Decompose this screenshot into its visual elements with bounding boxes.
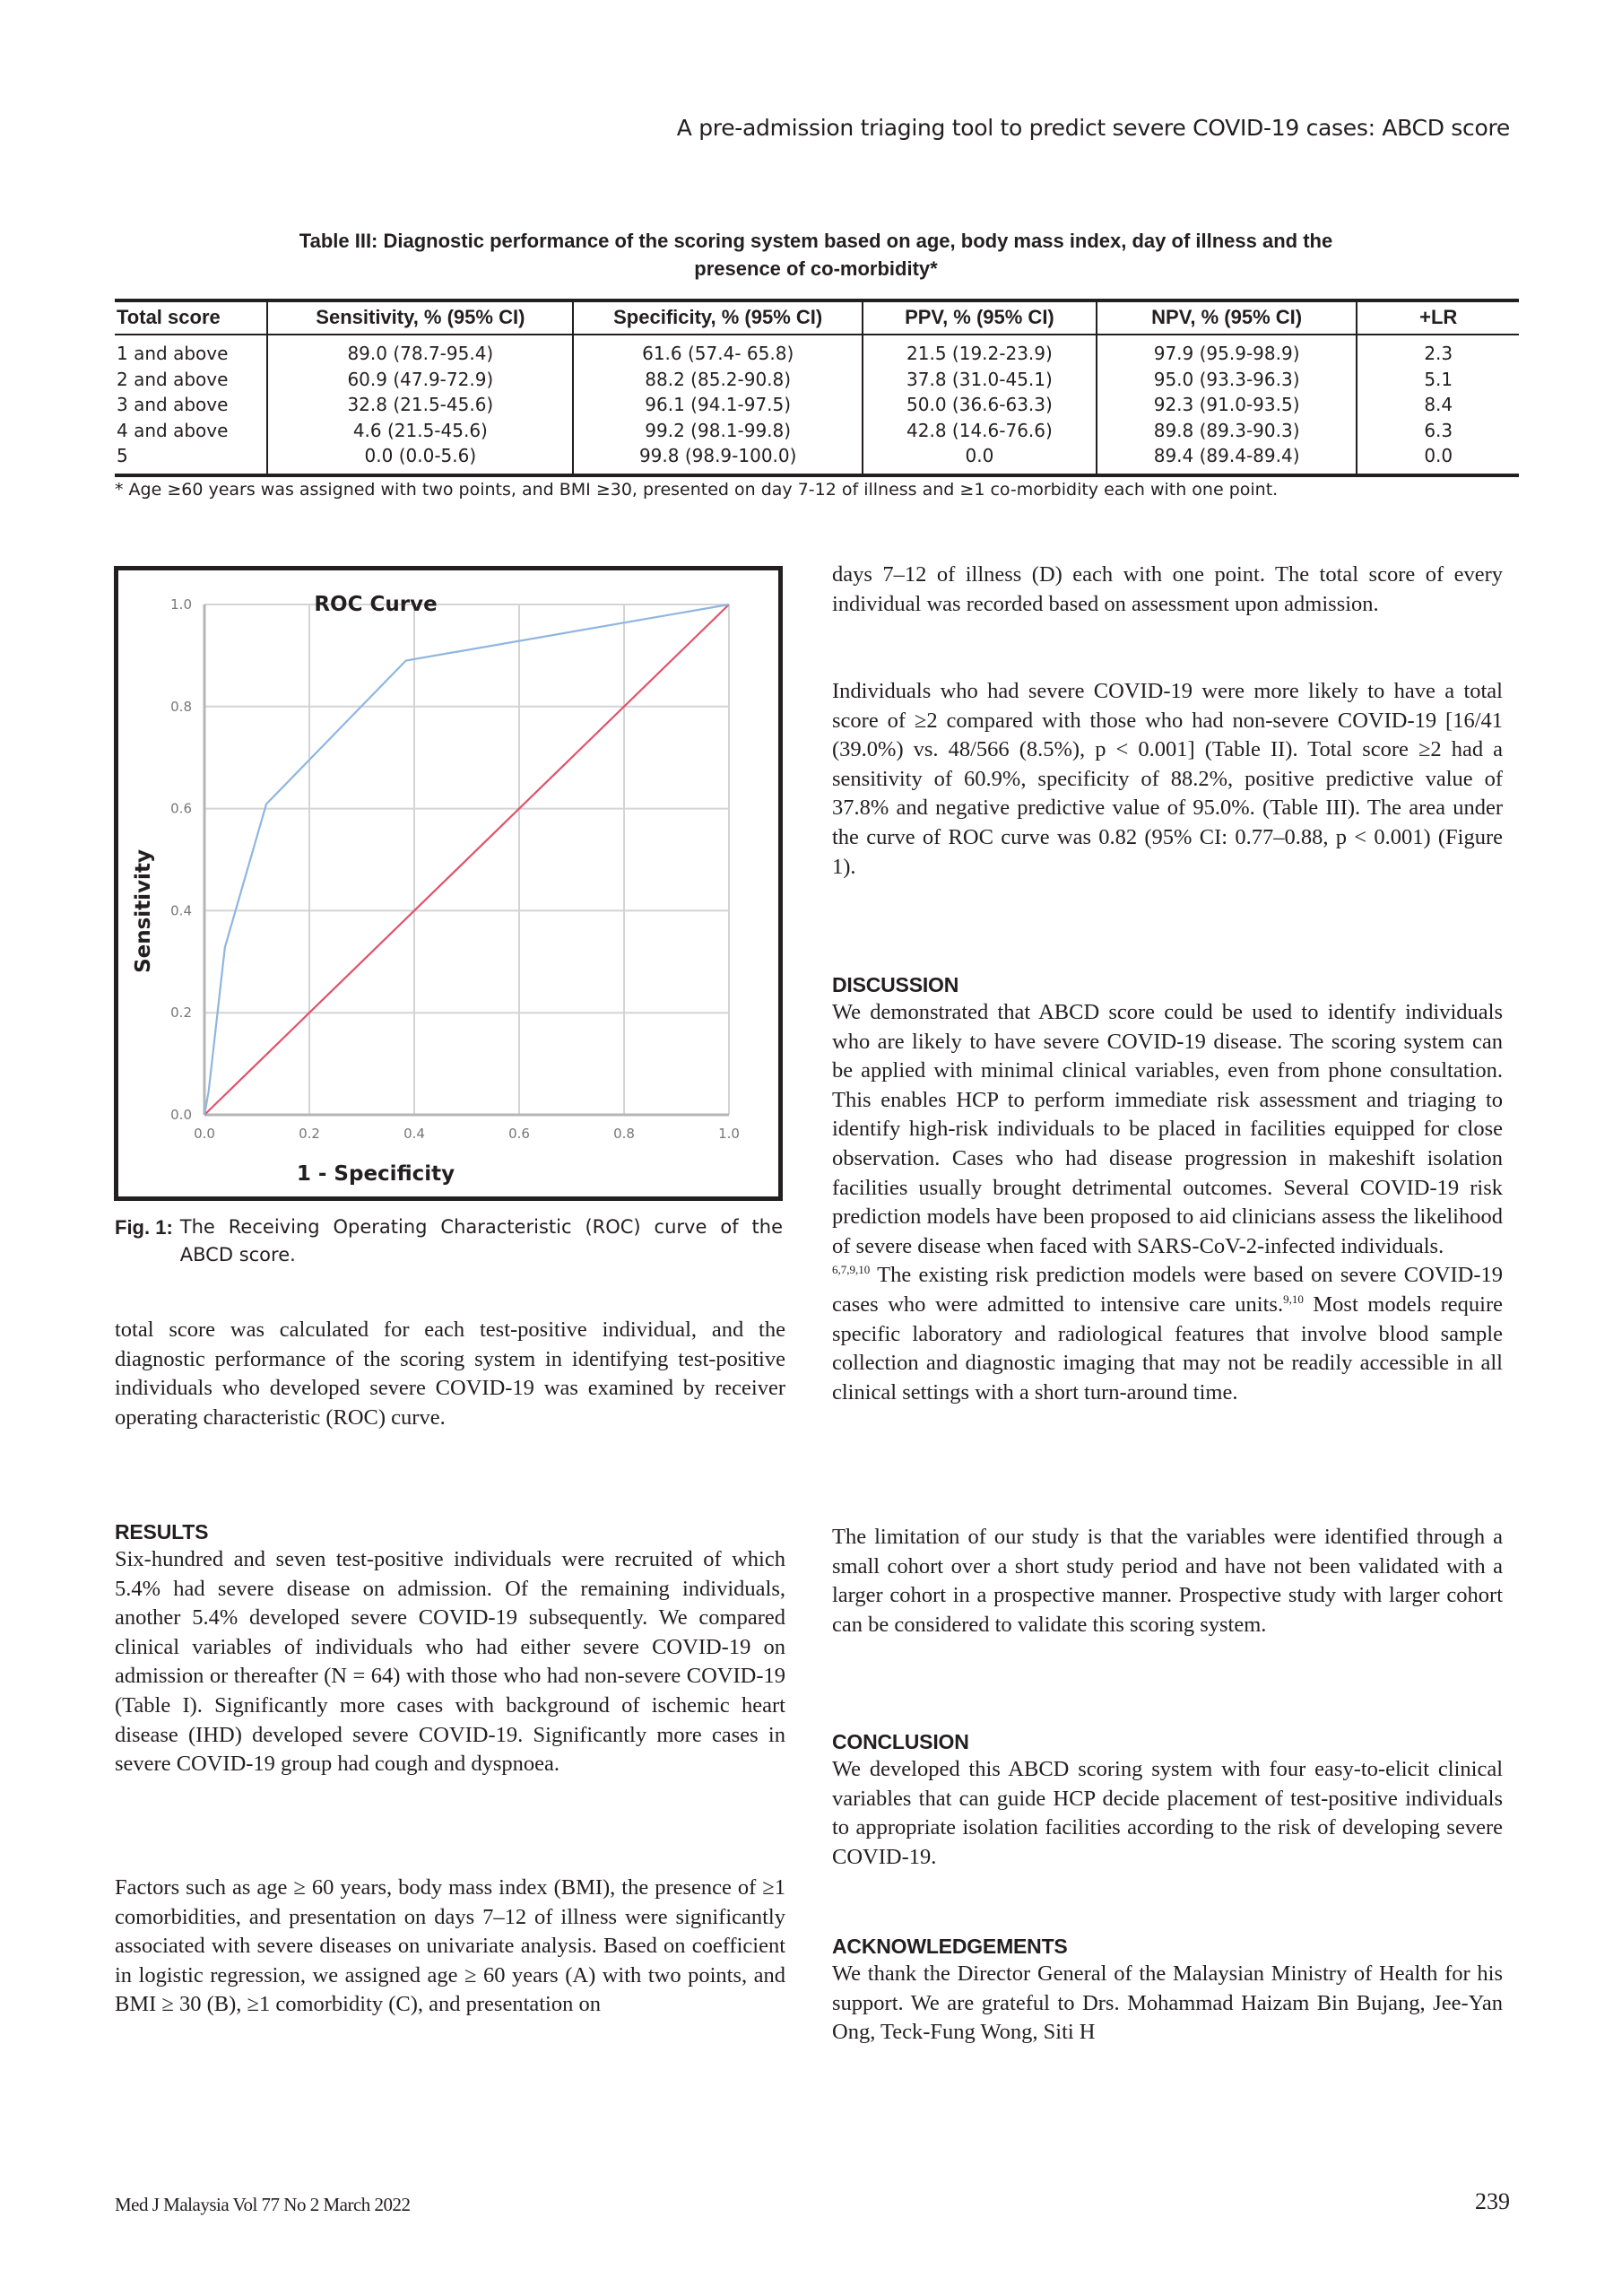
section-heading-results: RESULTS	[115, 1520, 209, 1544]
journal-citation: Med J Malaysia Vol 77 No 2 March 2022	[115, 2194, 411, 2215]
page-number: 239	[1475, 2188, 1510, 2214]
table-title	[188, 227, 1444, 283]
cell-total-score: 2 and above	[117, 368, 229, 390]
y-tick-label: 0.0	[170, 1107, 192, 1123]
x-tick-label: 0.4	[403, 1126, 425, 1142]
cell-specificity: 88.2 (85.2-90.8)	[573, 367, 863, 393]
cell-ppv: 50.0 (36.6-63.3)	[863, 392, 1097, 418]
roc-figure	[114, 566, 783, 1201]
cell-sensitivity: 4.6 (21.5-45.6)	[267, 418, 573, 444]
cell-total-score: 4 and above	[117, 419, 229, 441]
cell-sensitivity: 32.8 (21.5-45.6)	[267, 392, 573, 418]
cell-npv: 92.3 (91.0-93.5)	[1097, 392, 1357, 418]
citation-6-7-9-10: 6,7,9,10	[832, 1263, 871, 1277]
right-column-discussion	[832, 971, 1503, 1407]
right-column-limitations	[832, 1523, 1503, 1639]
cell-ppv: 21.5 (19.2-23.9)	[863, 335, 1097, 367]
col-header-total-score: Total score	[117, 306, 221, 328]
chart-series	[204, 604, 729, 1115]
cell-ppv: 37.8 (31.0-45.1)	[863, 367, 1097, 393]
paragraph-results-3: days 7–12 of illness (D) each with one point. The total score of every individual was recorded based on assessment upon admission.	[832, 562, 1503, 616]
cell-sensitivity: 89.0 (78.7-95.4)	[267, 335, 573, 367]
paragraph-results-4: Individuals who had severe COVID-19 were more likely to have a total score of ≥2 compared with those who had non-severe COVID-19 [16/41 (39.0%) vs. 48/566 (8.5%), p < 0.001] (Table II). Total score ≥2 had a sensitivity of 60.9%, specificity of 88.2%, positive predictive value of 37.8% and negative predictive value of 95.0%. (Table III). The area under the curve of ROC curve was 0.82 (95% CI: 0.77–0.88, p < 0.001) (Figure 1).	[832, 679, 1503, 879]
x-tick-label: 1.0	[718, 1126, 740, 1142]
right-column-results-cont	[832, 561, 1503, 619]
cell-total-score: 1 and above	[117, 343, 229, 364]
right-column-conclusion	[832, 1728, 1503, 1872]
y-tick-label: 0.2	[170, 1004, 192, 1022]
paragraph-conclusion: We developed this ABCD scoring system with four easy-to-elicit clinical variables that can guide HCP decide placement of test-positive individuals to appropriate isolation facilities according to the risk of developing severe COVID-19.	[832, 1757, 1503, 1869]
y-tick-label: 0.6	[170, 800, 192, 817]
col-header-sensitivity: Sensitivity, % (95% CI)	[267, 300, 573, 335]
running-title: A pre-admission triaging tool to predict severe COVID-19 cases: ABCD score	[676, 115, 1510, 141]
cell-total-score: 5	[117, 445, 128, 466]
cell-plr: 2.3	[1357, 335, 1519, 367]
y-tick-label: 1.0	[170, 596, 192, 613]
x-tick-label: 0.6	[508, 1126, 530, 1142]
figure-caption-text: The Receiving Operating Characteristic (ROC) curve of the ABCD score.	[179, 1216, 783, 1265]
cell-total-score: 3 and above	[117, 394, 229, 415]
table-row	[115, 418, 1519, 444]
table-title-line-1: Table III: Diagnostic performance of the scoring system based on age, body mass index, day of illness and the	[299, 230, 1333, 252]
cell-plr: 5.1	[1357, 367, 1519, 393]
discussion-text-a: We demonstrated that ABCD score could be used to identify individuals who are likely to have severe COVID-19 disease. The scoring system can be applied with minimal clinical variables, even from phone consultation. This enables HCP to perform immediate risk assessment and triaging to identify high-risk individuals to be placed in facilities equipped for close observation. Cases who had disease progression in makeshift isolation facilities usually brought detrimental outcomes. Several COVID-19 risk prediction models have been proposed to aid clinicians assess the likelihood of severe disease when faced with SARS-CoV-2-infected individuals.	[832, 1000, 1503, 1258]
reference-diagonal-line	[204, 604, 729, 1115]
table-row	[115, 443, 1519, 475]
roc-chart	[114, 566, 783, 1201]
section-heading-acknowledgements: ACKNOWLEDGEMENTS	[832, 1935, 1068, 1958]
cell-plr: 8.4	[1357, 392, 1519, 418]
cell-specificity: 61.6 (57.4- 65.8)	[573, 335, 863, 367]
section-heading-discussion: DISCUSSION	[832, 973, 959, 996]
col-header-ppv: PPV, % (95% CI)	[863, 300, 1097, 335]
section-heading-conclusion: CONCLUSION	[832, 1730, 969, 1753]
paragraph-discussion-2: The limitation of our study is that the variables were identified through a small cohort over a short study period and have not been validated with a larger cohort in a prospective manner. Prospective study with larger cohort can be considered to validate this scoring system.	[832, 1525, 1503, 1637]
table-row	[115, 335, 1519, 367]
x-tick-label: 0.8	[613, 1126, 635, 1142]
cell-plr: 6.3	[1357, 418, 1519, 444]
cell-npv: 97.9 (95.9-98.9)	[1097, 335, 1357, 367]
cell-specificity: 96.1 (94.1-97.5)	[573, 392, 863, 418]
chart-title: ROC Curve	[314, 593, 438, 616]
chart-x-axis-label: 1 - Specificity	[296, 1162, 455, 1186]
left-column-results	[115, 1518, 785, 1779]
paragraph-results-2: Factors such as age ≥ 60 years, body mass index (BMI), the presence of ≥1 comorbidities, and presentation on days 7–12 of illness were significantly associated with severe diseases on univariate analysis. Based on coefficient in logistic regression, we assigned age ≥ 60 years (A) with two points, and BMI ≥ 30 (B), ≥1 comorbidity (C), and presentation on	[115, 1875, 785, 2017]
paragraph-discussion-1	[832, 998, 1503, 1407]
table-row	[115, 367, 1519, 393]
figure-caption	[115, 1213, 783, 1269]
paragraph-methods-end: total score was calculated for each test-positive individual, and the diagnostic performance of the scoring system in identifying test-positive individuals who developed severe COVID-19 was examined by receiver operating characteristic (ROC) curve.	[115, 1318, 785, 1430]
cell-ppv: 0.0	[863, 443, 1097, 475]
cell-specificity: 99.8 (98.9-100.0)	[573, 443, 863, 475]
y-tick-label: 0.4	[170, 902, 192, 919]
cell-specificity: 99.2 (98.1-99.8)	[573, 418, 863, 444]
col-header-plr: +LR	[1357, 300, 1519, 335]
figure-caption-label: Fig. 1:	[115, 1216, 173, 1239]
x-tick-label: 0.2	[299, 1126, 320, 1142]
y-tick-label: 0.8	[170, 698, 192, 715]
cell-plr: 0.0	[1357, 443, 1519, 475]
diagnostic-performance-table	[115, 299, 1519, 477]
x-tick-label: 0.0	[194, 1126, 215, 1142]
cell-sensitivity: 60.9 (47.9-72.9)	[267, 367, 573, 393]
left-column-methods	[115, 1316, 785, 1432]
table-title-line-2: presence of co-morbidity*	[694, 257, 938, 280]
right-column-acknowledgements	[832, 1933, 1503, 2048]
right-column-results-roc	[832, 677, 1503, 882]
discussion-text-c: Most models require specific laboratory and radiological features that involve blood sample collection and diagnostic imaging that may not be readily accessible in all clinical settings with a short turn-around time.	[832, 1292, 1503, 1405]
table-header-row	[115, 300, 1519, 335]
cell-npv: 89.4 (89.4-89.4)	[1097, 443, 1357, 475]
table-footnote: * Age ≥60 years was assigned with two points, and BMI ≥30, presented on day 7-12 of illness and ≥1 co-morbidity each with one point.	[115, 480, 1279, 500]
chart-y-axis-label: Sensitivity	[132, 849, 155, 973]
cell-sensitivity: 0.0 (0.0-5.6)	[267, 443, 573, 475]
paragraph-acknowledgements: We thank the Director General of the Malaysian Ministry of Health for his support. We are grateful to Drs. Mohammad Haizam Bin Bujang, Jee-Yan Ong, Teck-Fung Wong, Siti H	[832, 1961, 1503, 2045]
citation-9-10: 9,10	[1283, 1292, 1304, 1306]
cell-ppv: 42.8 (14.6-76.6)	[863, 418, 1097, 444]
discussion-text-b: The existing risk prediction models were based on severe COVID-19 cases who were admitted to intensive care units.	[832, 1263, 1503, 1317]
paragraph-results-1: Six-hundred and seven test-positive individuals were recruited of which 5.4% had severe disease on admission. Of the remaining individuals, another 5.4% developed severe COVID-19 subsequently. We compared clinical variables of individuals who had either severe COVID-19 on admission or thereafter (N = 64) with those who had non-severe COVID-19 (Table I). Significantly more cases with background of ischemic heart disease (IHD) developed severe COVID-19. Significantly more cases in severe COVID-19 group had cough and dyspnoea.	[115, 1547, 785, 1777]
cell-npv: 95.0 (93.3-96.3)	[1097, 367, 1357, 393]
cell-npv: 89.8 (89.3-90.3)	[1097, 418, 1357, 444]
col-header-specificity: Specificity, % (95% CI)	[573, 300, 863, 335]
col-header-npv: NPV, % (95% CI)	[1097, 300, 1357, 335]
left-column-results-cont	[115, 1874, 785, 2020]
table-row	[115, 392, 1519, 418]
